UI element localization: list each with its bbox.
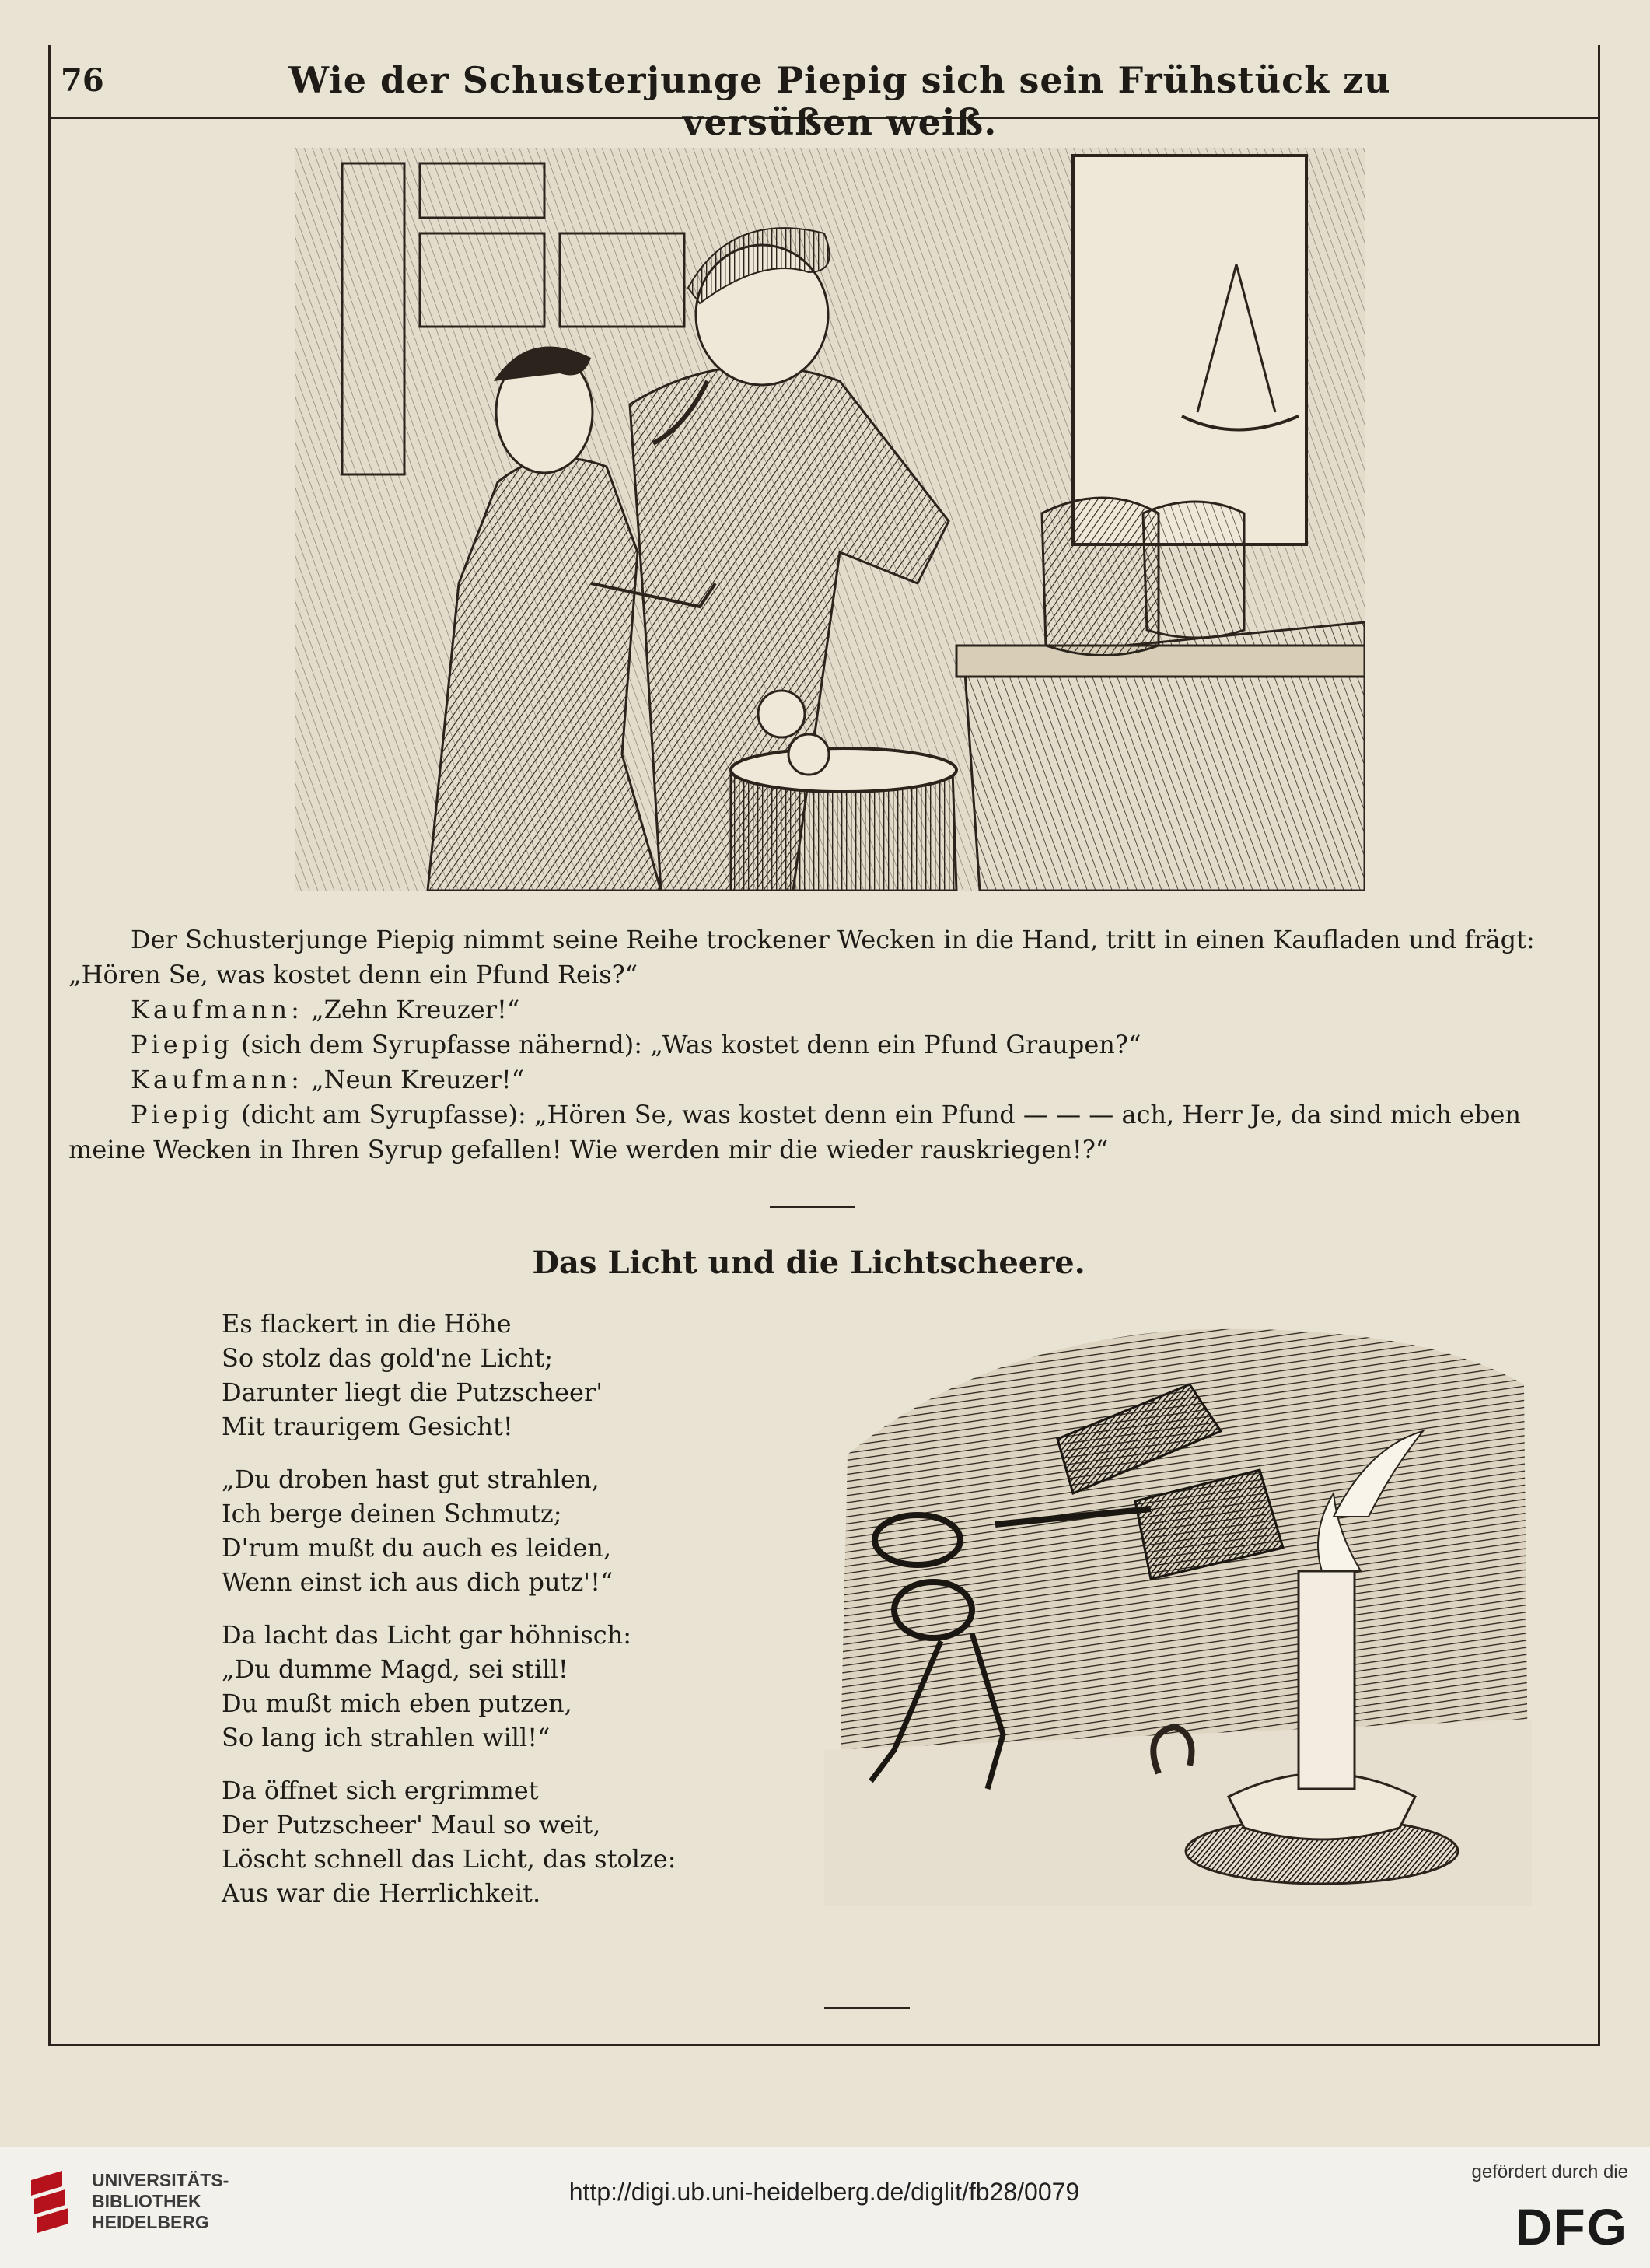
story-line <box>68 1097 1577 1167</box>
poem <box>222 1307 813 1929</box>
dfg-logo: DFG <box>1515 2198 1628 2256</box>
poem-line: Der Putzscheer' Maul so weit, <box>222 1810 601 1839</box>
speaker-label: Kaufmann: <box>131 995 303 1024</box>
section-divider <box>770 1206 855 1208</box>
poem-line: „Du dumme Magd, sei still! <box>222 1654 568 1684</box>
page-number: 76 <box>61 62 104 99</box>
illustration-shop-scene <box>295 148 1365 891</box>
story-dialogue: (dicht am Syrupfasse): „Hören Se, was kostet denn ein Pfund — — — ach, Herr Je, da sind mich eben meine Wecken in Ihren Syrup gefallen! Wie werden mir die wieder rauskriegen!?“ <box>68 1100 1522 1164</box>
library-name-line: UNIVERSITÄTS- <box>92 2170 229 2190</box>
poem-line: Aus war die Herrlichkeit. <box>222 1878 541 1908</box>
poem-line: Da lacht das Licht gar höhnisch: <box>222 1620 632 1650</box>
story-dialogue: „Zehn Kreuzer!“ <box>311 995 520 1024</box>
poem-stanza <box>222 1618 813 1755</box>
library-name <box>92 2170 229 2233</box>
speaker-label: Kaufmann: <box>131 1065 303 1094</box>
poem-line: So lang ich strahlen will!“ <box>222 1723 551 1752</box>
story-line <box>68 1062 1577 1097</box>
speaker-label: Piepig <box>131 1030 233 1059</box>
poem-line: Wenn einst ich aus dich putz'!“ <box>222 1567 614 1597</box>
poem-line: So stolz das gold'ne Licht; <box>222 1343 553 1373</box>
poem-stanza <box>222 1773 813 1910</box>
library-name-line: BIBLIOTHEK <box>92 2191 201 2211</box>
illustration-candle-snuffer <box>824 1314 1532 1906</box>
story-line: Der Schusterjunge Piepig nimmt seine Reihe trockener Wecken in die Hand, tritt in einen Kaufladen und frägt: „Hören Se, was kostet denn ein Pfund Reis?“ <box>68 925 1535 989</box>
footer-bar <box>0 2147 1650 2268</box>
poem-line: „Du droben hast gut strahlen, <box>222 1465 600 1494</box>
permalink-url[interactable]: http://digi.ub.uni-heidelberg.de/diglit/fb28/0079 <box>568 2178 1080 2206</box>
poem-stanza <box>222 1462 813 1599</box>
poem-line: Du mußt mich eben putzen, <box>222 1689 572 1718</box>
story-line <box>68 1027 1577 1062</box>
speaker-label: Piepig <box>131 1100 233 1129</box>
story-dialogue: (sich dem Syrupfasse nähernd): „Was kostet denn ein Pfund Graupen?“ <box>241 1030 1141 1059</box>
poem-stanza <box>222 1307 813 1444</box>
poem-line: Löscht schnell das Licht, das stolze: <box>222 1844 676 1874</box>
story-line <box>68 992 1577 1027</box>
poem-line: Ich berge deinen Schmutz; <box>222 1499 562 1528</box>
page-title: Wie der Schusterjunge Piepig sich sein Frühstück zu versüßen weiß. <box>288 59 1391 143</box>
book-stack-logo-icon <box>23 2165 78 2239</box>
poem-line: Da öffnet sich ergrimmet <box>222 1776 539 1805</box>
poem-line: Mit traurigem Gesicht! <box>222 1412 513 1441</box>
story-dialogue: „Neun Kreuzer!“ <box>311 1065 524 1094</box>
poem-title: Das Licht und die Lichtscheere. <box>532 1244 1085 1281</box>
poem-line: Darunter liegt die Putzscheer' <box>222 1377 603 1407</box>
library-name-line: HEIDELBERG <box>92 2212 209 2232</box>
section-divider <box>824 2007 910 2009</box>
poem-line: Es flackert in die Höhe <box>222 1309 512 1339</box>
funded-by-label: gefördert durch die <box>1471 2161 1628 2182</box>
poem-line: D'rum mußt du auch es leiden, <box>222 1533 612 1563</box>
story-text <box>68 922 1577 1167</box>
